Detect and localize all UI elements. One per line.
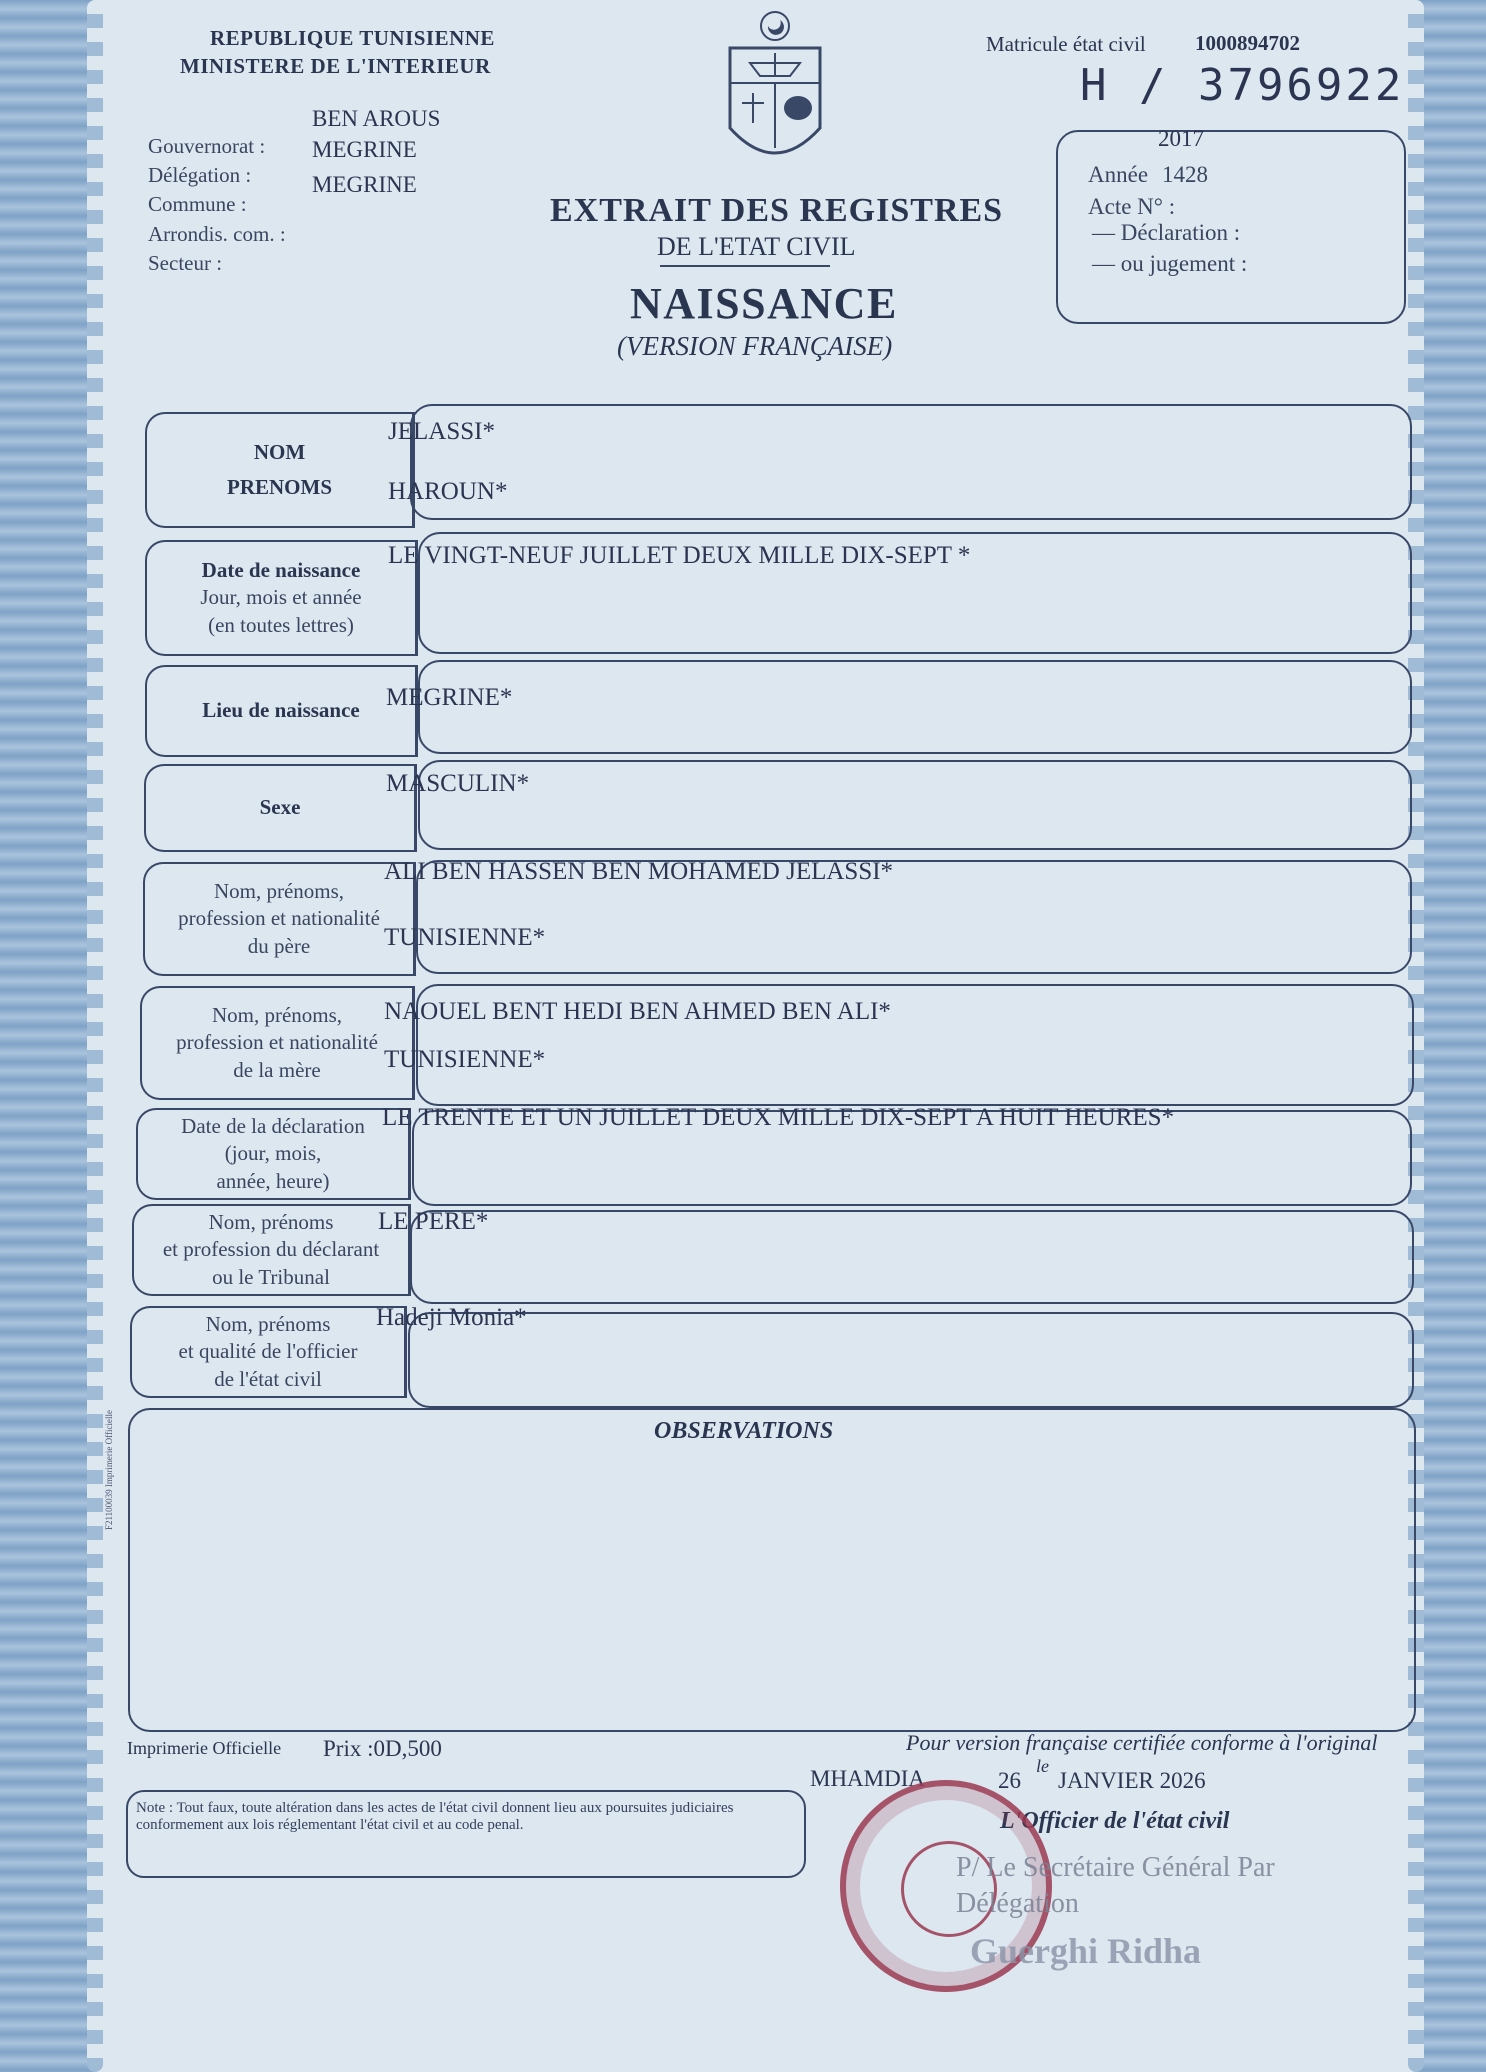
commune-label: Commune :	[148, 192, 247, 216]
officier-title: L'Officier de l'état civil	[1000, 1808, 1230, 1834]
decl-label-box	[136, 1108, 411, 1200]
declaration-label: — Déclaration :	[1092, 220, 1241, 245]
signing-date: JANVIER 2026	[1058, 1768, 1206, 1793]
sexe-label-box	[144, 764, 417, 852]
observations-box	[128, 1408, 1416, 1732]
declarant-label-1: Nom, prénoms	[208, 1210, 334, 1235]
acte-label: Acte N° :	[1088, 194, 1176, 219]
decorative-border-right	[1416, 0, 1486, 2072]
gouvernorat-value: BEN AROUS	[312, 106, 441, 131]
title-version: (VERSION FRANÇAISE)	[617, 331, 893, 361]
coat-of-arms-icon	[720, 8, 830, 178]
sexe-value-box	[418, 760, 1412, 850]
declarant-label-3: ou le Tribunal	[212, 1264, 330, 1289]
commune-value: MEGRINE	[312, 172, 417, 197]
pere-label-3: du père	[247, 933, 311, 958]
mere-label-box	[140, 986, 415, 1100]
republique-heading: REPUBLIQUE TUNISIENNE	[210, 26, 495, 50]
delegation-value: MEGRINE	[312, 137, 417, 162]
annee-label: Année	[1088, 162, 1149, 187]
observations-title: OBSERVATIONS	[654, 1418, 834, 1444]
pere-nationality-value: TUNISIENNE*	[384, 924, 546, 951]
matricule-label: Matricule état civil	[986, 32, 1146, 56]
lieu-value-box	[418, 660, 1412, 754]
pere-label-2: profession et nationalité	[178, 906, 380, 931]
signing-le: le	[1036, 1756, 1049, 1776]
note-content	[136, 1800, 796, 1835]
nom-value-box	[410, 404, 1412, 520]
declarant-label-2: et profession du déclarant	[162, 1237, 380, 1262]
officier-value-box	[408, 1312, 1414, 1408]
dob-label-box	[145, 540, 418, 656]
signing-place: MHAMDIA	[810, 1766, 925, 1791]
prenoms-label: PRENOMS	[227, 475, 332, 499]
side-print-text: F21100039 Imprimerie Officielle	[104, 1410, 114, 1530]
pere-name-value: ALI BEN HASSEN BEN MOHAMED JELASSI*	[384, 858, 894, 885]
mere-label-3: de la mère	[233, 1057, 321, 1082]
declarant-label-box	[132, 1204, 411, 1296]
lieu-label: Lieu de naissance	[202, 698, 360, 723]
gouvernorat-label: Gouvernorat :	[148, 134, 266, 158]
imprimerie-text: Imprimerie Officielle	[127, 1738, 282, 1758]
lieu-value: MEGRINE*	[386, 684, 513, 711]
decl-value: LE TRENTE ET UN JUILLET DEUX MILLE DIX-SEPT A HUIT HEURES*	[382, 1104, 1175, 1131]
title-extrait: EXTRAIT DES REGISTRES	[550, 192, 1004, 229]
annee-hijri: 1428	[1162, 162, 1208, 187]
delegation-label: Délégation :	[148, 163, 252, 187]
pere-label-box	[143, 862, 416, 976]
prenoms-value: HAROUN*	[388, 478, 508, 505]
secteur-label: Secteur :	[148, 251, 223, 275]
delegation-stamp-text: P/ Le Secrétaire Général Par Délégation	[956, 1852, 1275, 1920]
dob-label: Date de naissance	[201, 558, 361, 583]
annee-value: 2017	[1158, 126, 1204, 151]
certification-text: Pour version française certifiée conforme à l'original	[906, 1730, 1378, 1755]
note-label: Note :	[136, 1800, 174, 1816]
officier-label-3: de l'état civil	[214, 1366, 322, 1391]
title-naissance: NAISSANCE	[630, 279, 898, 328]
mere-nationality-value: TUNISIENNE*	[384, 1046, 546, 1073]
decl-label-1: Date de la déclaration	[181, 1114, 365, 1139]
serial-number: H / 3796922	[1080, 60, 1405, 111]
nom-label: NOM	[253, 439, 306, 464]
officier-label-1: Nom, prénoms	[205, 1312, 331, 1337]
jugement-label: — ou jugement :	[1092, 251, 1248, 276]
decorative-border-left	[0, 0, 95, 2072]
ministere-heading: MINISTERE DE L'INTERIEUR	[180, 54, 491, 78]
signing-day: 26	[998, 1768, 1021, 1793]
lieu-label-box	[145, 665, 418, 757]
matricule-value: 1000894702	[1195, 31, 1300, 55]
title-divider	[660, 265, 830, 267]
nom-value: JELASSI*	[388, 418, 495, 445]
signature: Guerghi Ridha	[970, 1931, 1202, 1971]
declarant-value-box	[410, 1210, 1414, 1304]
dob-value: LE VINGT-NEUF JUILLET DEUX MILLE DIX-SEPT *	[388, 542, 971, 569]
sexe-value: MASCULIN*	[386, 770, 530, 797]
title-etat-civil: DE L'ETAT CIVIL	[657, 232, 856, 261]
declarant-value: LE PERE*	[378, 1208, 489, 1235]
note-text: Tout faux, toute altération dans les actes de l'état civil donnent lieu aux poursuites judiciaires conformement aux lois réglementant l'état civil et au code penal.	[136, 1800, 734, 1834]
officier-value: Hadeji Monia*	[376, 1304, 527, 1331]
mere-label-2: profession et nationalité	[176, 1030, 378, 1055]
nom-label-box	[145, 412, 415, 528]
officier-label-2: et qualité de l'officier	[178, 1339, 358, 1364]
decl-label-2: (jour, mois,	[224, 1141, 322, 1166]
dob-label-sub1: Jour, mois et année	[200, 585, 362, 610]
sexe-label: Sexe	[259, 795, 301, 820]
decl-label-3: année, heure)	[216, 1168, 330, 1193]
arrondis-label: Arrondis. com. :	[148, 222, 286, 246]
mere-label-1: Nom, prénoms,	[211, 1003, 343, 1028]
mere-name-value: NAOUEL BENT HEDI BEN AHMED BEN ALI*	[384, 998, 891, 1025]
pere-label-1: Nom, prénoms,	[213, 879, 345, 904]
prix-text: Prix :0D,500	[323, 1736, 442, 1761]
dob-label-sub2: (en toutes lettres)	[208, 612, 354, 637]
officier-label-box	[130, 1306, 407, 1398]
